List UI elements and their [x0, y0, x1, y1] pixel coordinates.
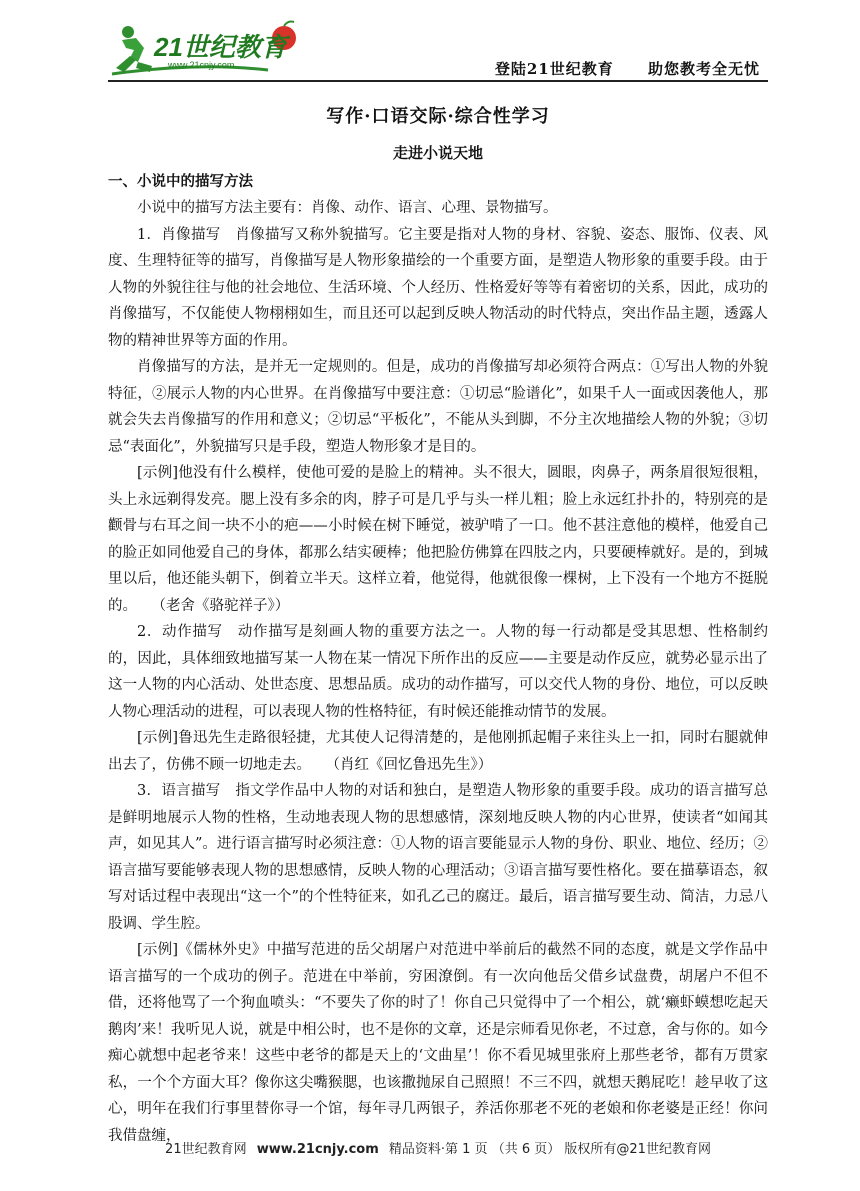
logo-text: 21世纪教育 — [154, 32, 287, 62]
logo-url: www.21cnjy.com — [168, 60, 235, 70]
footer-left: 21世纪教育网 — [165, 1142, 247, 1157]
paragraph-action: 2．动作描写 动作描写是刻画人物的重要方法之一。人物的每一行动都是受其思想、性格制约的，因此，具体细致地描写某一人物在某一情况下所作出的反应——主要是动作反应，就势必显示出了这一人物的内心活动、处世态度、思想品质。成功的动作描写，可以交代人物的身份、地位，可以反映人物心理活动的进程，可以表现人物的性格特征，有时候还能推动情节的发展。 — [108, 624, 768, 720]
tagline-login: 登陆21世纪教育 — [494, 60, 614, 78]
document-subtitle: 走进小说天地 — [392, 144, 483, 162]
document-title: 写作·口语交际·综合性学习 — [326, 106, 550, 127]
header-tagline — [467, 58, 760, 79]
paragraph-language: 3．语言描写 指文学作品中人物的对话和独白，是塑造人物形象的重要手段。成功的语言描写总是鲜明地展示人物的性格，生动地表现人物的思想感情，深刻地反映人物的内心世界，使读者“如闻其声，如见其人”。进行语言描写时必须注意：①人物的语言要能显示人物的身份、职业、地位、经历；②语言描写要能够表现人物的思想感情，反映人物的心理活动；③语言描写要性格化。要在描摹语态，叙写对话过程中表现出“这一个”的个性特征来，如孔乙己的腐迂。最后，语言描写要生动、简洁，力忌八股调、学生腔。 — [108, 783, 768, 932]
paragraph-example-action: [示例]鲁迅先生走路很轻捷，尤其使人记得清楚的，是他刚抓起帽子来往头上一扣，同时右腿就伸出去了，仿佛不顾一切地走去。 （肖红《回忆鲁迅先生》） — [108, 730, 768, 773]
section-heading: 一、小说中的描写方法 — [108, 173, 253, 190]
document-body — [108, 102, 768, 1149]
logo-graphic — [108, 18, 308, 80]
page-header — [108, 18, 768, 80]
paragraph-portrait: 1．肖像描写 肖像描写又称外貌描写。它主要是指对人物的身材、容貌、姿态、服饰、仪表、风度、生理特征等的描写，肖像描写是人物形象描绘的一个重要方面，是塑造人物形象的重要手段。由于人物的外貌往往与他的社会地位、生活环境、个人经历、性格爱好等等有着密切的关系，因此，成功的肖像描写，不仅能使人物栩栩如生，而且还可以起到反映人物活动的时代特点，突出作品主题，透露人物的精神世界等方面的作用。 — [108, 226, 768, 349]
page-footer — [108, 1138, 768, 1157]
paragraph-intro: 小说中的描写方法主要有：肖像、动作、语言、心理、景物描写。 — [137, 200, 558, 216]
footer-site-link[interactable]: www.21cnjy.com — [256, 1142, 379, 1157]
footer-copyright: 版权所有@21世纪教育网 — [564, 1142, 711, 1157]
paragraph-example-language: [示例]《儒林外史》中描写范进的岳父胡屠户对范进中举前后的截然不同的态度，就是文学作品中语言描写的一个成功的例子。范进在中举前，穷困潦倒。有一次向他岳父借乡试盘费，胡屠户不但不借，还将他骂了一个狗血喷头：“不要失了你的时了！你自己只觉得中了一个相公，就‘癞虾蟆想吃起天鹅肉’来！我听见人说，就是中相公时，也不是你的文章，还是宗师看见你老，不过意，舍与你的。如今痴心就想中起老爷来！这些中老爷的都是天上的‘文曲星’！你不看见城里张府上那些老爷，都有万贯家私，一个个方面大耳？像你这尖嘴猴腮，也该撒抛尿自己照照！不三不四，就想天鹅屁吃！趁早收了这心，明年在我们行事里替你寻一个馆，每年寻几两银子，养活你那老不死的老娘和你老婆是正经！你问我借盘缠， — [108, 942, 768, 1144]
tagline-slogan: 助您教考全无忧 — [647, 60, 760, 78]
logo — [108, 18, 308, 80]
paragraph-portrait-method: 肖像描写的方法，是并无一定规则的。但是，成功的肖像描写却必须符合两点：①写出人物的外貌特征，②展示人物的内心世界。在肖像描写中要注意：①切忌“脸谱化”，如果千人一面或因袭他人，那就会失去肖像描写的作用和意义；②切忌“平板化”，不能从头到脚，不分主次地描绘人物的外貌；③切忌“表面化”，外貌描写只是手段，塑造人物形象才是目的。 — [108, 359, 768, 455]
header-divider — [108, 80, 768, 82]
footer-page-info: 精品资料·第 1 页 （共 6 页） — [388, 1142, 561, 1157]
paragraph-example-portrait: [示例]他没有什么模样，使他可爱的是脸上的精神。头不很大，圆眼，肉鼻子，两条眉很短很粗，头上永远剃得发亮。腮上没有多余的肉，脖子可是几乎与头一样儿粗；脸上永远红扑扑的，特别亮的是颧骨与右耳之间一块不小的疤——小时候在树下睡觉，被驴啃了一口。他不甚注意他的模样，他爱自己的脸正如同他爱自己的身体，都那么结实硬棒；他把脸仿佛算在四肢之内，只要硬棒就好。是的，到城里以后，他还能头朝下，倒着立半天。这样立着，他觉得，他就很像一棵树，上下没有一个地方不挺脱的。 （老舍《骆驼祥子》） — [108, 465, 768, 614]
